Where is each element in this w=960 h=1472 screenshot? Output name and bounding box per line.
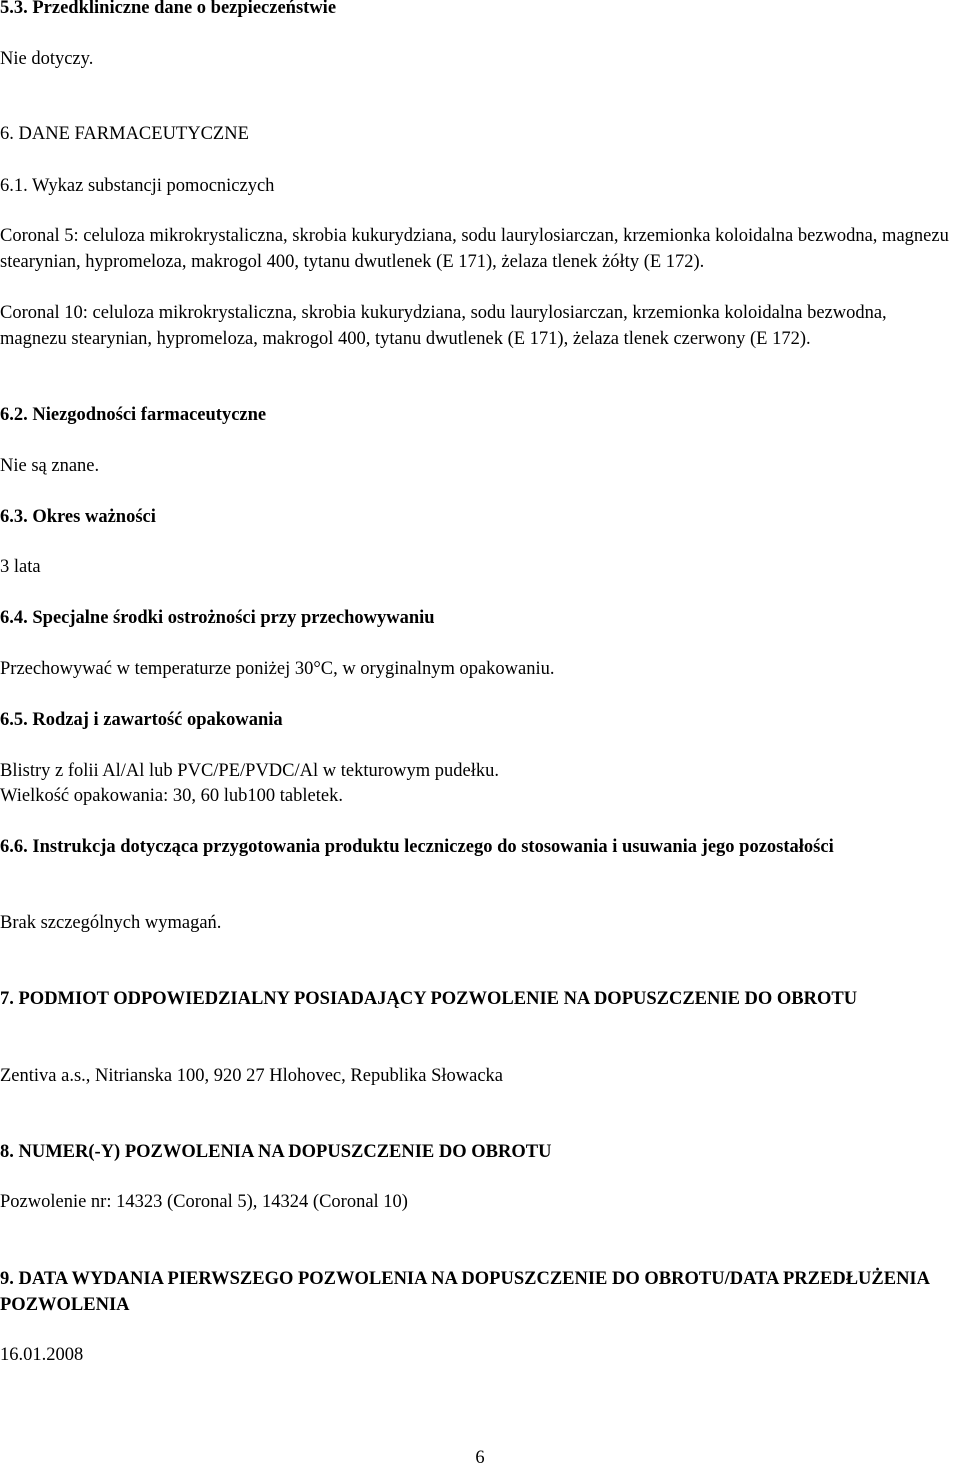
- section-6-1-coronal-5: Coronal 5: celuloza mikrokrystaliczna, skrobia kukurydziana, sodu laurylosiarczan, krzemionka koloidalna bezwodna, magnezu stearynian, hypromeloza, makrogol 400, tytanu dwutlenek (E 171), żelaza tlenek żółty (E 172).: [0, 226, 949, 272]
- section-9-body: 16.01.2008: [0, 1345, 84, 1365]
- section-6-5-line-1: Blistry z folii Al/Al lub PVC/PE/PVDC/Al w tekturowym pudełku.: [0, 761, 500, 781]
- section-9-heading: 9. DATA WYDANIA PIERWSZEGO POZWOLENIA NA DOPUSZCZENIE DO OBROTU/DATA PRZEDŁUŻENIA POZWOLENIA: [0, 1269, 929, 1315]
- section-6-4-heading: 6.4. Specjalne środki ostrożności przy przechowywaniu: [0, 608, 435, 628]
- section-6-5-line-2: Wielkość opakowania: 30, 60 lub100 tabletek.: [0, 786, 343, 806]
- section-6-1-coronal-10: Coronal 10: celuloza mikrokrystaliczna, skrobia kukurydziana, sodu laurylosiarczan, krzemionka koloidalna bezwodna, magnezu stearynian, hypromeloza, makrogol 400, tytanu dwutlenek (E 171), żelaza tlenek czerwony (E 172).: [0, 303, 887, 349]
- section-6-2-body: Nie są znane.: [0, 456, 100, 476]
- page-number: 6: [475, 1448, 485, 1468]
- section-6-2-heading: 6.2. Niezgodności farmaceutyczne: [0, 405, 267, 425]
- section-8-heading: 8. NUMER(-Y) POZWOLENIA NA DOPUSZCZENIE DO OBROTU: [0, 1142, 552, 1162]
- section-8-body: Pozwolenie nr: 14323 (Coronal 5), 14324 (Coronal 10): [0, 1192, 408, 1212]
- section-6-1-heading: 6.1. Wykaz substancji pomocniczych: [0, 176, 275, 196]
- section-6-4-body: Przechowywać w temperaturze poniżej 30°C, w oryginalnym opakowaniu.: [0, 659, 555, 679]
- section-6-6-body: Brak szczególnych wymagań.: [0, 913, 222, 933]
- section-6-6-heading: 6.6. Instrukcja dotycząca przygotowania produktu leczniczego do stosowania i usuwania jego pozostałości: [0, 837, 834, 857]
- section-5-3-heading: 5.3. Przedkliniczne dane o bezpieczeństwie: [0, 0, 337, 18]
- section-6-heading: 6. DANE FARMACEUTYCZNE: [0, 124, 249, 144]
- section-6-5-heading: 6.5. Rodzaj i zawartość opakowania: [0, 710, 283, 730]
- section-6-3-body: 3 lata: [0, 557, 41, 577]
- section-6-3-heading: 6.3. Okres ważności: [0, 507, 156, 527]
- section-7-heading: 7. PODMIOT ODPOWIEDZIALNY POSIADAJĄCY POZWOLENIE NA DOPUSZCZENIE DO OBROTU: [0, 989, 858, 1009]
- section-5-3-body: Nie dotyczy.: [0, 49, 94, 69]
- section-7-body: Zentiva a.s., Nitrianska 100, 920 27 Hlohovec, Republika Słowacka: [0, 1066, 503, 1086]
